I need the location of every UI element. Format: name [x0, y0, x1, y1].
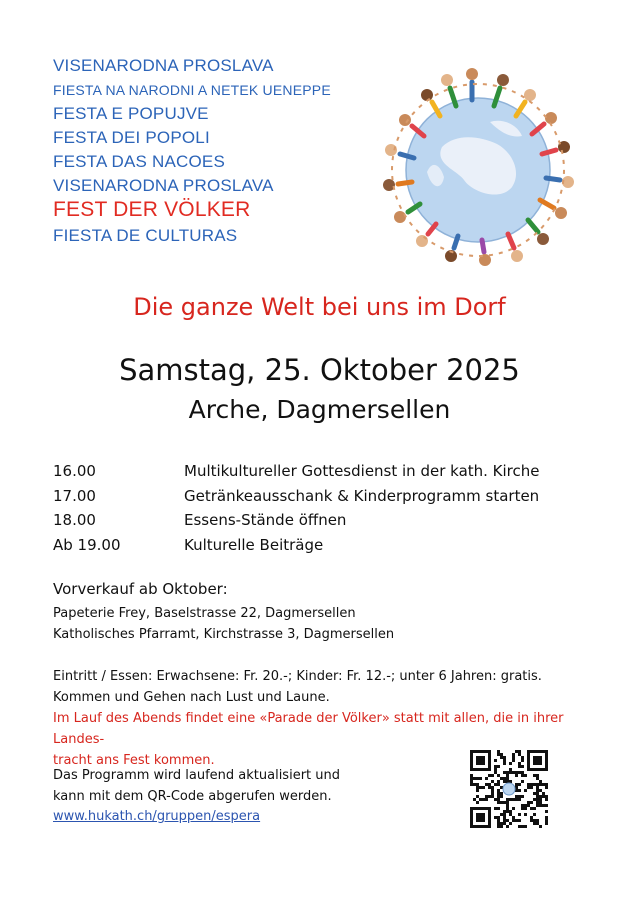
schedule-row	[53, 508, 593, 533]
presale-location: Katholisches Pfarramt, Kirchstrasse 3, Dagmersellen	[53, 627, 395, 642]
schedule	[53, 459, 593, 557]
title-line: FESTA DAS NACOES	[53, 152, 225, 171]
qr-code-icon[interactable]	[470, 750, 548, 828]
admission-note: Kommen und Gehen nach Lust und Laune.	[53, 690, 330, 705]
schedule-row	[53, 459, 593, 484]
schedule-time: Ab 19.00	[53, 535, 121, 554]
event-location: Arche, Dagmersellen	[188, 395, 451, 424]
title-line: VISENARODNA PROSLAVA	[53, 56, 274, 75]
schedule-row	[53, 484, 593, 509]
schedule-description: Multikultureller Gottesdienst in der kath. Kirche	[184, 462, 540, 480]
footer-text: Das Programm wird laufend aktualisiert und	[53, 768, 340, 783]
schedule-description: Getränkeausschank & Kinderprogramm starten	[184, 486, 540, 505]
schedule-row	[53, 533, 593, 558]
title-line: FIESTA NA NARODNI A NETEK UENEPPE	[53, 82, 331, 98]
schedule-time: 18.00	[53, 511, 96, 529]
admission-prices: Eintritt / Essen: Erwachsene: Fr. 20.-; Kinder: Fr. 12.-; unter 6 Jahren: gratis.	[53, 669, 542, 684]
title-line: FESTA E POPUJVE	[53, 104, 209, 123]
language-titles	[53, 54, 331, 248]
headline: Die ganze Welt bei uns im Dorf	[133, 293, 506, 321]
program-footer	[53, 766, 340, 828]
title-line: VISENARODNA PROSLAVA	[53, 176, 274, 195]
title-line-highlight: FEST DER VÖLKER	[53, 198, 251, 221]
schedule-time: 16.00	[53, 462, 96, 480]
presale-location: Papeterie Frey, Baselstrasse 22, Dagmersellen	[53, 606, 356, 621]
parade-note-cont: tracht ans Fest kommen.	[53, 753, 215, 768]
schedule-description: Essens-Stände öffnen	[184, 511, 347, 529]
presale-heading: Vorverkauf ab Oktober:	[53, 580, 228, 598]
globe-illustration	[372, 52, 584, 272]
program-link[interactable]: www.hukath.ch/gruppen/espera	[53, 809, 261, 824]
event-date: Samstag, 25. Oktober 2025	[119, 353, 520, 387]
footer-text: kann mit dem QR-Code abgerufen werden.	[53, 788, 332, 804]
schedule-description: Kulturelle Beiträge	[184, 535, 324, 554]
schedule-time: 17.00	[53, 486, 96, 505]
presale-locations	[53, 603, 394, 645]
title-line: FIESTA DE CULTURAS	[53, 226, 238, 245]
title-line: FESTA DEI POPOLI	[53, 128, 210, 147]
parade-note: Im Lauf des Abends findet eine «Parade der Völker» statt mit allen, die in ihrer Landes-	[53, 711, 564, 747]
